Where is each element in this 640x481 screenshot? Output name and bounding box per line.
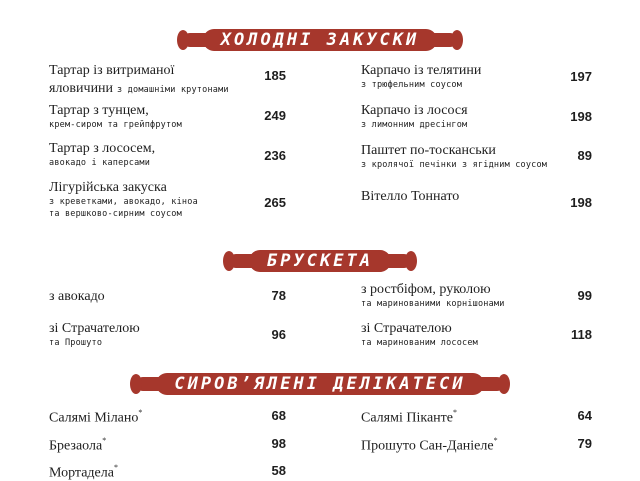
- item-name: Салямі Мілано: [49, 410, 139, 426]
- item-description-line2: та вершково-сирним соусом: [49, 209, 182, 219]
- item-price: 98: [271, 436, 286, 451]
- item-price: 197: [570, 69, 592, 84]
- item-footnote-marker: *: [138, 408, 143, 417]
- item-name: Вітелло Тоннато: [361, 189, 460, 204]
- item-price: 58: [271, 463, 286, 478]
- item-price: 198: [570, 195, 592, 210]
- item-footnote-marker: *: [102, 436, 107, 445]
- item-name: зі Страчателою: [49, 321, 140, 336]
- item-description: з трюфельним соусом: [361, 80, 463, 90]
- item-description: та Прошуто: [49, 338, 103, 348]
- item-name: з авокадо: [49, 289, 105, 304]
- item-name: Брезаола: [49, 438, 103, 454]
- item-footnote-marker: *: [452, 408, 457, 417]
- section-title: СИРОВ’ЯЛЕНІ ДЕЛІКАТЕСИ: [174, 374, 466, 394]
- item-description: авокадо і каперсами: [49, 158, 151, 168]
- item-name: Карпачо із телятини: [361, 63, 482, 78]
- item-footnote-marker: *: [493, 436, 498, 445]
- item-description: та маринованими корнішонами: [361, 299, 505, 309]
- item-description: з лимонним дресінгом: [361, 120, 468, 130]
- item-name: Прошуто Сан-Даніеле: [361, 438, 494, 454]
- item-price: 96: [271, 327, 286, 342]
- item-name: Салямі Піканте: [361, 410, 453, 426]
- item-name: зі Страчателою: [361, 321, 452, 336]
- section-header-bruschetta: [0, 248, 640, 274]
- item-name-continued: яловичини: [49, 81, 114, 96]
- item-name: Лігурійська закуска: [49, 180, 167, 195]
- menu-item: [361, 143, 547, 171]
- menu-item: [49, 436, 106, 454]
- banner-ornament-left: [229, 254, 255, 268]
- section-banner: [156, 373, 483, 395]
- item-price: 198: [570, 109, 592, 124]
- menu-item: [49, 63, 229, 97]
- menu-item: [361, 282, 505, 310]
- item-footnote-marker: *: [113, 463, 118, 472]
- menu-item: [361, 63, 481, 91]
- menu-item: [49, 321, 140, 349]
- banner-ornament-right: [385, 254, 411, 268]
- item-price: 236: [264, 148, 286, 163]
- banner-ornament-left: [183, 33, 209, 47]
- item-name: Мортадела: [49, 465, 114, 481]
- item-price: 89: [577, 148, 592, 163]
- item-price: 79: [577, 436, 592, 451]
- item-description: та маринованим лососем: [361, 338, 478, 348]
- menu-item: [49, 180, 198, 220]
- item-name: з ростбіфом, руколою: [361, 282, 491, 297]
- item-name: Тартар з тунцем,: [49, 103, 149, 118]
- menu-item: [49, 103, 182, 131]
- item-description: з домашніми крутонами: [117, 85, 229, 95]
- menu-item: [49, 463, 118, 481]
- item-price: 249: [264, 108, 286, 123]
- item-price: 265: [264, 195, 286, 210]
- menu-item: [361, 436, 498, 454]
- item-description: з креветками, авокадо, кіноа: [49, 197, 198, 207]
- section-title: ХОЛОДНІ ЗАКУСКИ: [220, 30, 420, 50]
- menu-item: [361, 408, 457, 426]
- menu-item: [361, 321, 478, 349]
- item-name: Паштет по-тосканськи: [361, 143, 496, 158]
- section-header-cured-delicacies: [0, 371, 640, 397]
- banner-ornament-right: [431, 33, 457, 47]
- item-name: Карпачо із лосося: [361, 103, 468, 118]
- banner-ornament-left: [136, 377, 162, 391]
- section-title: БРУСКЕТА: [267, 251, 373, 271]
- item-description: з кролячої печінки з ягідним соусом: [361, 160, 548, 170]
- item-name: Тартар із витриманої: [49, 63, 175, 78]
- item-price: 185: [264, 68, 286, 83]
- menu-item: [361, 103, 468, 131]
- item-price: 68: [271, 408, 286, 423]
- menu-item: [49, 408, 142, 426]
- item-description: крем-сиром та грейпфрутом: [49, 120, 182, 130]
- item-price: 64: [577, 408, 592, 423]
- menu-item: [49, 141, 155, 169]
- section-banner: [249, 250, 391, 272]
- item-price: 118: [571, 327, 592, 342]
- section-banner: [203, 29, 438, 51]
- menu-item: [49, 289, 105, 305]
- item-name: Тартар з лососем,: [49, 141, 156, 156]
- banner-ornament-right: [478, 377, 504, 391]
- item-price: 99: [577, 288, 592, 303]
- item-price: 78: [271, 288, 286, 303]
- menu-item: [361, 189, 459, 205]
- section-header-cold-appetizers: [0, 27, 640, 53]
